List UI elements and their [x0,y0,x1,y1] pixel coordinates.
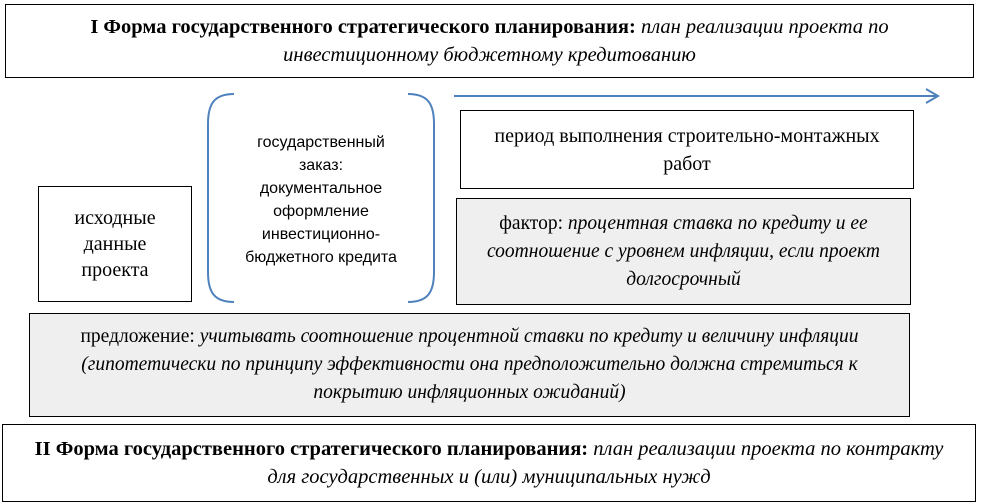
form-i-text [26,13,953,69]
proposal-content [54,323,885,407]
construction-period-box [460,110,914,189]
form-ii-box [2,424,976,502]
form-ii-text [23,435,955,491]
proposal-box [29,313,910,417]
factor-content [473,210,894,294]
source-data-text: исходные данные проекта [74,207,156,281]
form-ii-title: II Форма государственного стратегического планирования: [34,438,589,460]
construction-period-text: период выполнения строительно-монтажных работ [494,124,880,175]
proposal-label: предложение: [80,326,195,347]
state-order-group [204,112,438,288]
source-data-box [38,186,192,302]
form-i-box [5,4,974,78]
form-i-subtitle: план реализации проекта по инвестиционному бюджетному кредитованию [283,16,889,66]
state-order-text: государственный заказ: документальное оформление инвестиционно-бюджетного кредита [245,134,397,266]
proposal-text: учитывать соотношение процентной ставки по кредиту и величину инфляции (гипотетически по принципу эффективности она предположительно должна стремиться к покрытию инфляционных ожиданий) [81,326,859,403]
factor-label: фактор: [499,212,563,234]
form-ii-subtitle: план реализации проекта по контракту для государственных и (или) муниципальных нужд [267,438,944,488]
form-i-title: I Форма государственного стратегического планирования: [90,16,636,38]
timeline-arrow [450,86,946,106]
factor-box [456,198,911,305]
factor-text: процентная ставка по кредиту и ее соотношение с уровнем инфляции, если проект долгосрочный [487,212,880,290]
